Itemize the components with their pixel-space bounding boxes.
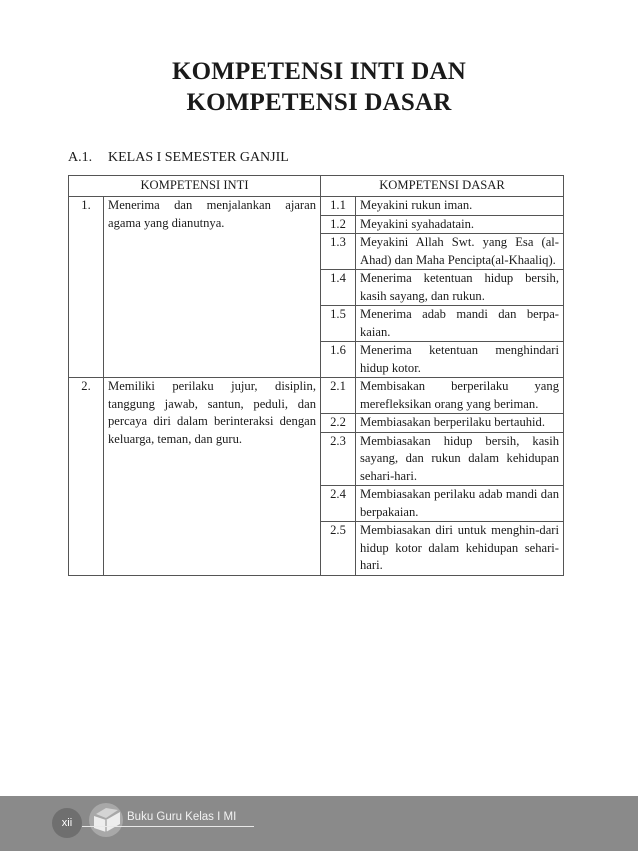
- footer-rule: [82, 826, 254, 827]
- kd-number: 1.4: [321, 270, 356, 306]
- book-icon: [88, 800, 126, 840]
- ki-text: Menerima dan menjalankan ajaran agama yang dianutnya.: [104, 197, 321, 378]
- kd-text: Membiasakan hidup bersih, kasih sayang, dan rukun dalam kehidupan sehari-hari.: [356, 432, 564, 486]
- table-row: [69, 378, 564, 414]
- kd-number: 2.2: [321, 414, 356, 433]
- footer-book-title: Buku Guru Kelas I MI: [127, 811, 237, 823]
- kd-number: 1.3: [321, 234, 356, 270]
- table-header-row: [69, 176, 564, 197]
- kd-text: Membiasakan berperilaku bertauhid.: [356, 414, 564, 433]
- page-title: [0, 56, 638, 118]
- kd-text: Menerima ketentuan menghindari hidup kotor.: [356, 342, 564, 378]
- kd-number: 1.5: [321, 306, 356, 342]
- kd-number: 1.1: [321, 197, 356, 216]
- section-label: KELAS I SEMESTER GANJIL: [108, 150, 289, 165]
- kd-number: 1.2: [321, 215, 356, 234]
- page-title-line-1: KOMPETENSI INTI DAN: [171, 58, 467, 85]
- page-title-line-2: KOMPETENSI DASAR: [186, 89, 452, 116]
- kd-text: Membiasakan perilaku adab mandi dan berpakaian.: [356, 486, 564, 522]
- kd-text: Menerima ketentuan hidup bersih, kasih sayang, dan rukun.: [356, 270, 564, 306]
- kd-number: 2.3: [321, 432, 356, 486]
- kd-number: 1.6: [321, 342, 356, 378]
- section-heading: [68, 150, 289, 166]
- header-kompetensi-inti: KOMPETENSI INTI: [69, 176, 321, 197]
- ki-number: 1.: [69, 197, 104, 378]
- kd-number: 2.4: [321, 486, 356, 522]
- header-kompetensi-dasar: KOMPETENSI DASAR: [321, 176, 564, 197]
- kd-text: Membisakan berperilaku yang merefleksikan orang yang beriman.: [356, 378, 564, 414]
- kd-text: Meyakini syahadatain.: [356, 215, 564, 234]
- kd-text: Menerima adab mandi dan berpa-kaian.: [356, 306, 564, 342]
- kd-text: Membiasakan diri untuk menghin-dari hidup kotor dalam kehidupan sehari-hari.: [356, 522, 564, 576]
- ki-number: 2.: [69, 378, 104, 576]
- kd-number: 2.1: [321, 378, 356, 414]
- section-number: A.1.: [68, 150, 93, 165]
- ki-text: Memiliki perilaku jujur, disiplin, tanggung jawab, santun, peduli, dan percaya diri dalam berinteraksi dengan keluarga, teman, dan guru.: [104, 378, 321, 576]
- kd-text: Meyakini Allah Swt. yang Esa (al-Ahad) dan Maha Pencipta(al-Khaaliq).: [356, 234, 564, 270]
- page-number-badge: xii: [52, 808, 82, 838]
- competency-table: [68, 175, 564, 576]
- table-row: [69, 197, 564, 216]
- kd-number: 2.5: [321, 522, 356, 576]
- kd-text: Meyakini rukun iman.: [356, 197, 564, 216]
